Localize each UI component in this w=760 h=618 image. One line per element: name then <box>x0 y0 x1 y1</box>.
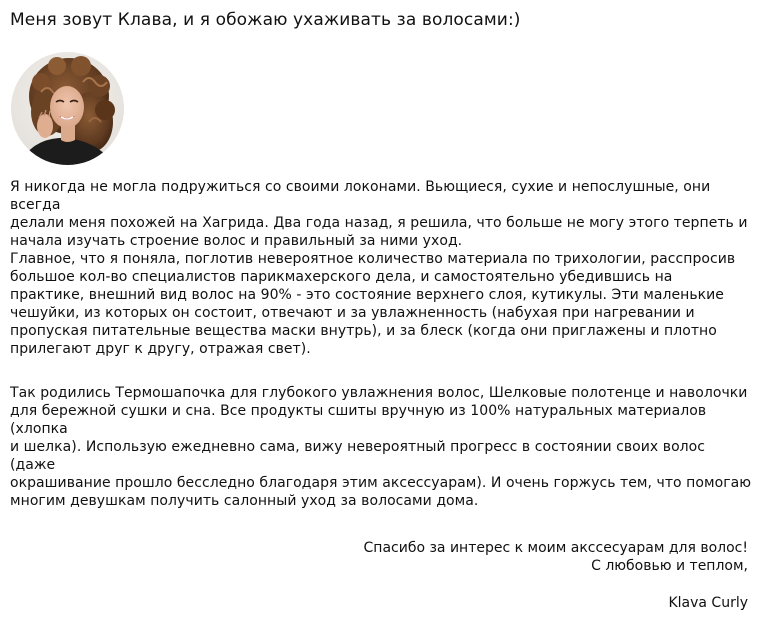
intro-paragraph: Я никогда не могла подружиться со своими локонами. Вьющиеся, сухие и непослушные, они всегда делали меня похожей на Хагрида. Два года назад, я решила, что больше не могу этого терпеть и начала изучать строение волос и правильный за ними уход. <box>10 179 748 249</box>
products-paragraph: Так родились Термошапочка для глубокого увлажнения волос, Шелковые полотенце и наволочки для бережной сушки и сна. Все продукты сшиты вручную из 100% натуральных материалов (хлопка и шелка). Использую ежедневно сама, вижу невероятный прогресс в состоянии своих волос (даже окрашивание прошло бесследно благодаря этим аксессуарам). И очень горжусь тем, что помогаю многим девушкам получить салонный уход за волосами дома. <box>10 385 752 509</box>
page-title: Меня зовут Клава, и я обожаю ухаживать за волосами:) <box>10 10 521 30</box>
avatar <box>11 52 124 165</box>
signature-name: Klava Curly <box>668 595 748 611</box>
regards-line: С любовью и теплом, <box>591 558 748 574</box>
portrait-photo <box>11 52 124 165</box>
insight-paragraph: Главное, что я поняла, поглотив невероятное количество материала по трихологии, расспросив большое кол-во специалистов парикмахерского дела, и самостоятельно убедившись на практике, внешний вид волос на 90% - это состояние верхнего слоя, кутикулы. Эти маленькие чешуйки, из которых он состоит, отвечают и за увлажненность (набухая при нагревании и пропуская питательные вещества маски внутрь), и за блеск (когда они приглажены и плотно прилегают друг к другу, отражая свет). <box>10 251 736 357</box>
thanks-line: Спасибо за интерес к моим акссесуарам для волос! <box>363 540 748 556</box>
